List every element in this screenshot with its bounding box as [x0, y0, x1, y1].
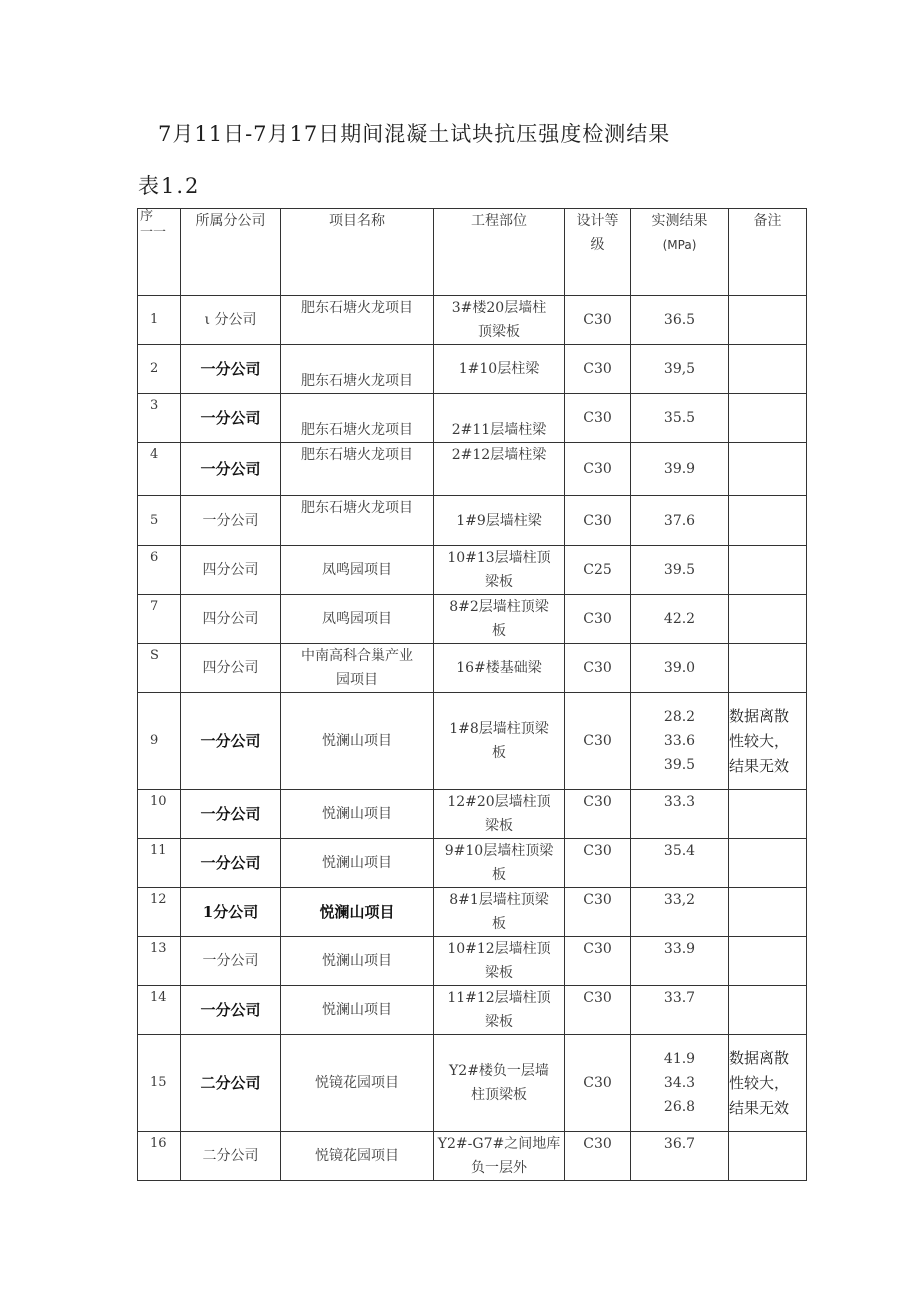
- note-cell: 数据离散 性较大， 结果无效: [729, 693, 807, 790]
- location-cell: 1#10层柱梁: [434, 345, 565, 394]
- grade-cell: C30: [565, 888, 631, 937]
- result-cell: 35.5: [631, 394, 729, 443]
- location-cell: 10#12层墙柱顶 梁板: [434, 937, 565, 986]
- company-cell: 一分公司: [181, 986, 281, 1035]
- company-cell: 一分公司: [181, 693, 281, 790]
- note-cell: [729, 345, 807, 394]
- grade-cell: C30: [565, 1035, 631, 1132]
- note-cell: [729, 986, 807, 1035]
- location-cell: 1#9层墙柱梁: [434, 496, 565, 546]
- result-cell: 39.9: [631, 443, 729, 496]
- note-cell: [729, 888, 807, 937]
- header-no: 序 一一: [138, 209, 181, 296]
- table-row: [138, 296, 807, 345]
- grade-cell: C25: [565, 546, 631, 595]
- table-row: [138, 546, 807, 595]
- table-row: [138, 986, 807, 1035]
- result-cell: 36.5: [631, 296, 729, 345]
- project-cell: 悦镜花园项目: [281, 1035, 434, 1132]
- location-cell: 8#2层墙柱顶梁 板: [434, 595, 565, 644]
- row-number: 11: [138, 839, 181, 888]
- result-cell: 36.7: [631, 1132, 729, 1181]
- location-cell: 12#20层墙柱顶 梁板: [434, 790, 565, 839]
- project-cell: 肥东石塘火龙项目: [281, 394, 434, 443]
- row-number: 10: [138, 790, 181, 839]
- row-number: 2: [138, 345, 181, 394]
- company-cell: 一分公司: [181, 839, 281, 888]
- table-row: [138, 790, 807, 839]
- row-number: 7: [138, 595, 181, 644]
- note-cell: [729, 296, 807, 345]
- result-cell: 42.2: [631, 595, 729, 644]
- row-number: 14: [138, 986, 181, 1035]
- header-company: 所属分公司: [181, 209, 281, 296]
- result-cell: 39.0: [631, 644, 729, 693]
- row-number: 3: [138, 394, 181, 443]
- location-cell: 2#12层墙柱梁: [434, 443, 565, 496]
- note-cell: [729, 394, 807, 443]
- note-cell: [729, 1132, 807, 1181]
- project-cell: 悦澜山项目: [281, 693, 434, 790]
- company-cell: 一分公司: [181, 496, 281, 546]
- location-cell: 8#1层墙柱顶梁 板: [434, 888, 565, 937]
- result-cell: 37.6: [631, 496, 729, 546]
- note-cell: [729, 790, 807, 839]
- result-cell: 41.9 34.3 26.8: [631, 1035, 729, 1132]
- row-number: 15: [138, 1035, 181, 1132]
- grade-cell: C30: [565, 296, 631, 345]
- note-cell: [729, 595, 807, 644]
- row-number: 1: [138, 296, 181, 345]
- table-row: [138, 1132, 807, 1181]
- document-title: 7月11日-7月17日期间混凝土试块抗压强度检测结果: [158, 122, 671, 146]
- project-cell: 悦澜山项目: [281, 790, 434, 839]
- project-cell: 中南高科合巢产业 园项目: [281, 644, 434, 693]
- location-cell: 16#楼基础梁: [434, 644, 565, 693]
- project-cell: 悦澜山项目: [281, 986, 434, 1035]
- project-cell: 悦镜花园项目: [281, 1132, 434, 1181]
- company-cell: ι 分公司: [181, 296, 281, 345]
- note-cell: [729, 644, 807, 693]
- table-row: [138, 595, 807, 644]
- company-cell: 一分公司: [181, 345, 281, 394]
- table-row: [138, 443, 807, 496]
- result-cell: 33.3: [631, 790, 729, 839]
- location-cell: 11#12层墙柱顶 梁板: [434, 986, 565, 1035]
- row-number: 4: [138, 443, 181, 496]
- location-cell: Y2#-G7#之间地库 负一层外: [434, 1132, 565, 1181]
- grade-cell: C30: [565, 595, 631, 644]
- result-cell: 33.9: [631, 937, 729, 986]
- table-row: [138, 937, 807, 986]
- grade-cell: C30: [565, 496, 631, 546]
- header-location: 工程部位: [434, 209, 565, 296]
- grade-cell: C30: [565, 986, 631, 1035]
- company-cell: 二分公司: [181, 1132, 281, 1181]
- result-cell: 28.2 33.6 39.5: [631, 693, 729, 790]
- header-result-unit: (MPa): [662, 238, 697, 252]
- company-cell: 一分公司: [181, 937, 281, 986]
- note-cell: [729, 937, 807, 986]
- project-cell: 肥东石塘火龙项目: [281, 296, 434, 345]
- project-cell: 凤鸣园项目: [281, 595, 434, 644]
- company-cell: 四分公司: [181, 595, 281, 644]
- header-project: 项目名称: [281, 209, 434, 296]
- row-number: 9: [138, 693, 181, 790]
- grade-cell: C30: [565, 937, 631, 986]
- note-cell: [729, 546, 807, 595]
- location-cell: 2#11层墙柱梁: [434, 394, 565, 443]
- results-table: [137, 208, 807, 1181]
- project-cell: 肥东石塘火龙项目: [281, 345, 434, 394]
- table-row: [138, 496, 807, 546]
- note-cell: [729, 443, 807, 496]
- table-row: [138, 1035, 807, 1132]
- grade-cell: C30: [565, 394, 631, 443]
- row-number: 12: [138, 888, 181, 937]
- header-result: [631, 209, 729, 296]
- table-row: [138, 888, 807, 937]
- result-cell: 33.7: [631, 986, 729, 1035]
- note-cell: [729, 496, 807, 546]
- grade-cell: C30: [565, 345, 631, 394]
- project-cell: 肥东石塘火龙项目: [281, 496, 434, 546]
- row-number: S: [138, 644, 181, 693]
- note-cell: [729, 839, 807, 888]
- company-cell: 一分公司: [181, 790, 281, 839]
- row-number: 5: [138, 496, 181, 546]
- header-result-label: 实测结果: [651, 213, 708, 229]
- row-number: 16: [138, 1132, 181, 1181]
- header-row: [138, 209, 807, 296]
- header-note: 备注: [729, 209, 807, 296]
- table-row: [138, 345, 807, 394]
- result-cell: 39.5: [631, 546, 729, 595]
- location-cell: Y2#楼负一层墙 柱顶梁板: [434, 1035, 565, 1132]
- header-grade: 设计等 级: [565, 209, 631, 296]
- result-cell: 35.4: [631, 839, 729, 888]
- company-cell: 四分公司: [181, 644, 281, 693]
- location-cell: 1#8层墙柱顶梁 板: [434, 693, 565, 790]
- location-cell: 10#13层墙柱顶 梁板: [434, 546, 565, 595]
- table-row: [138, 839, 807, 888]
- note-cell: 数据离散 性较大， 结果无效: [729, 1035, 807, 1132]
- grade-cell: C30: [565, 693, 631, 790]
- result-cell: 33,2: [631, 888, 729, 937]
- row-number: 13: [138, 937, 181, 986]
- location-cell: 3#楼20层墙柱 顶梁板: [434, 296, 565, 345]
- company-cell: 一分公司: [181, 394, 281, 443]
- table-row: [138, 394, 807, 443]
- project-cell: 悦澜山项目: [281, 888, 434, 937]
- project-cell: 悦澜山项目: [281, 937, 434, 986]
- row-number: 6: [138, 546, 181, 595]
- grade-cell: C30: [565, 1132, 631, 1181]
- table-caption: 表1.2: [138, 174, 201, 198]
- table-row: [138, 644, 807, 693]
- company-cell: 1分公司: [181, 888, 281, 937]
- project-cell: 悦澜山项目: [281, 839, 434, 888]
- grade-cell: C30: [565, 790, 631, 839]
- project-cell: 凤鸣园项目: [281, 546, 434, 595]
- company-cell: 四分公司: [181, 546, 281, 595]
- location-cell: 9#10层墙柱顶梁 板: [434, 839, 565, 888]
- grade-cell: C30: [565, 443, 631, 496]
- company-cell: 一分公司: [181, 443, 281, 496]
- grade-cell: C30: [565, 839, 631, 888]
- company-cell: 二分公司: [181, 1035, 281, 1132]
- result-cell: 39,5: [631, 345, 729, 394]
- grade-cell: C30: [565, 644, 631, 693]
- project-cell: 肥东石塘火龙项目: [281, 443, 434, 496]
- table-row: [138, 693, 807, 790]
